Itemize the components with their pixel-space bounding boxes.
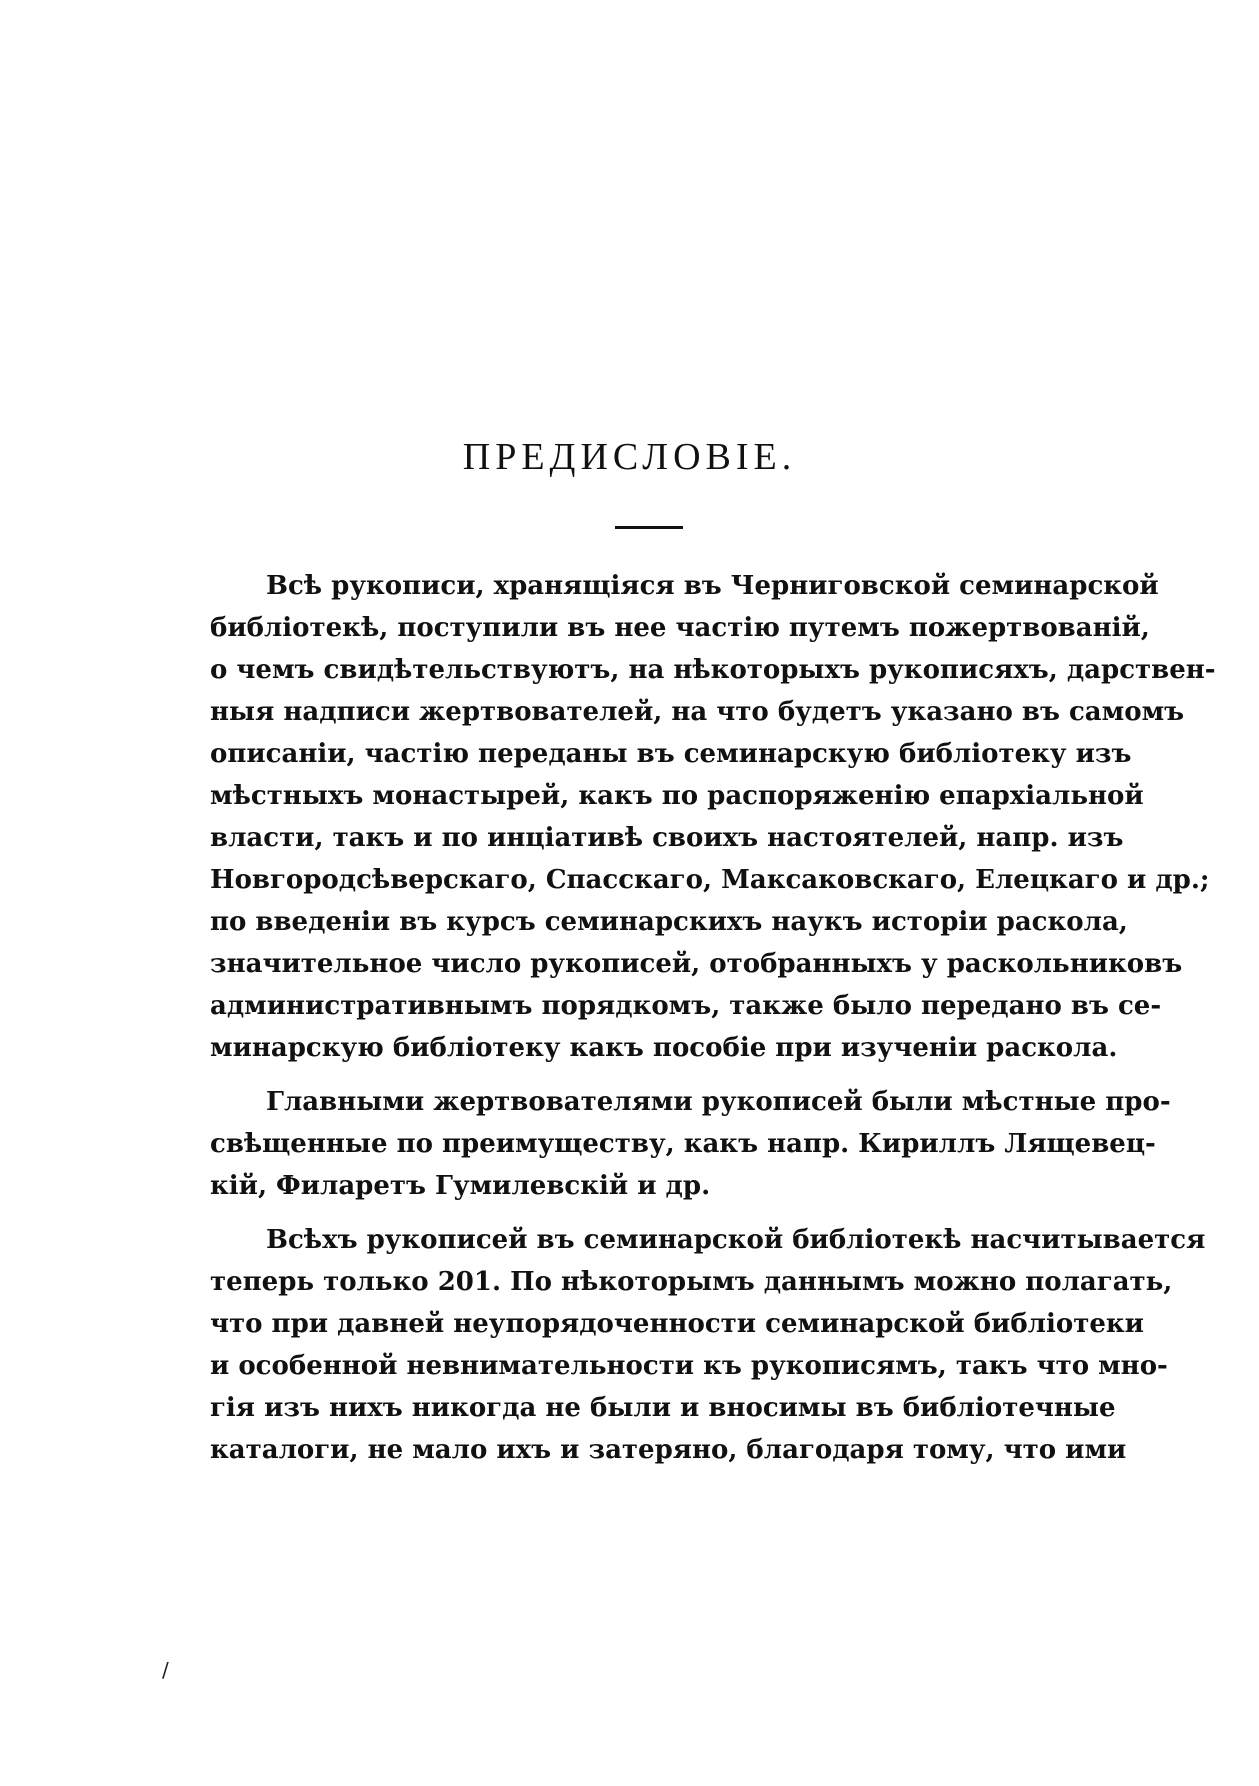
text-line: по введеніи въ курсъ семинарскихъ наукъ исторіи раскола,: [210, 907, 1128, 937]
text-line: кій, Филаретъ Гумилевскій и др.: [210, 1171, 711, 1201]
text-line: ныя надписи жертвователей, на что будетъ указано въ самомъ: [210, 697, 1185, 727]
text-line: теперь только 201. По нѣкоторымъ даннымъ можно полагать,: [210, 1267, 1173, 1297]
text-line: и особенной невнимательности къ рукописямъ, такъ что мно-: [210, 1351, 1168, 1381]
text-line: мѣстныхъ монастырей, какъ по распоряженію епархіальной: [210, 781, 1144, 811]
text-line: власти, такъ и по инціативѣ своихъ настоятелей, напр. изъ: [210, 823, 1124, 853]
text-line: библіотекѣ, поступили въ нее частію путемъ пожертвованій,: [210, 613, 1150, 643]
text-line: Новгородсѣверскаго, Спасскаго, Максаковскаго, Елецкаго и др.;: [210, 865, 1210, 895]
heading-rule: [615, 526, 683, 529]
text-line: минарскую библіотеку какъ пособіе при изученіи раскола.: [210, 1033, 1118, 1063]
text-line: Главными жертвователями рукописей были мѣстные про-: [266, 1087, 1171, 1117]
paragraph-1: [210, 565, 1216, 1069]
text-line: свѣщенные по преимуществу, какъ напр. Кириллъ Лящевец-: [210, 1129, 1156, 1159]
paragraph-3: [210, 1219, 1206, 1471]
text-line: описаніи, частію переданы въ семинарскую библіотеку изъ: [210, 739, 1132, 769]
body-text: [210, 565, 1216, 1471]
text-line: гія изъ нихъ никогда не были и вносимы въ библіотечные: [210, 1393, 1116, 1423]
text-line: административнымъ порядкомъ, также было передано въ се-: [210, 991, 1162, 1021]
text-line: Всѣхъ рукописей въ семинарской библіотекѣ насчитывается: [266, 1225, 1206, 1255]
text-line: значительное число рукописей, отобранныхъ у раскольниковъ: [210, 949, 1183, 979]
stray-mark: /: [162, 1658, 169, 1682]
text-line: Всѣ рукописи, хранящіяся въ Черниговской семинарской: [266, 571, 1159, 601]
text-line: о чемъ свидѣтельствуютъ, на нѣкоторыхъ рукописяхъ, дарствен-: [210, 655, 1216, 685]
paragraph-2: [210, 1081, 1171, 1207]
text-line: что при давней неупорядоченности семинарской библіотеки: [210, 1309, 1144, 1339]
page-heading: ПРЕДИСЛОВІЕ.: [462, 436, 797, 478]
text-line: каталоги, не мало ихъ и затеряно, благодаря тому, что ими: [210, 1435, 1127, 1465]
